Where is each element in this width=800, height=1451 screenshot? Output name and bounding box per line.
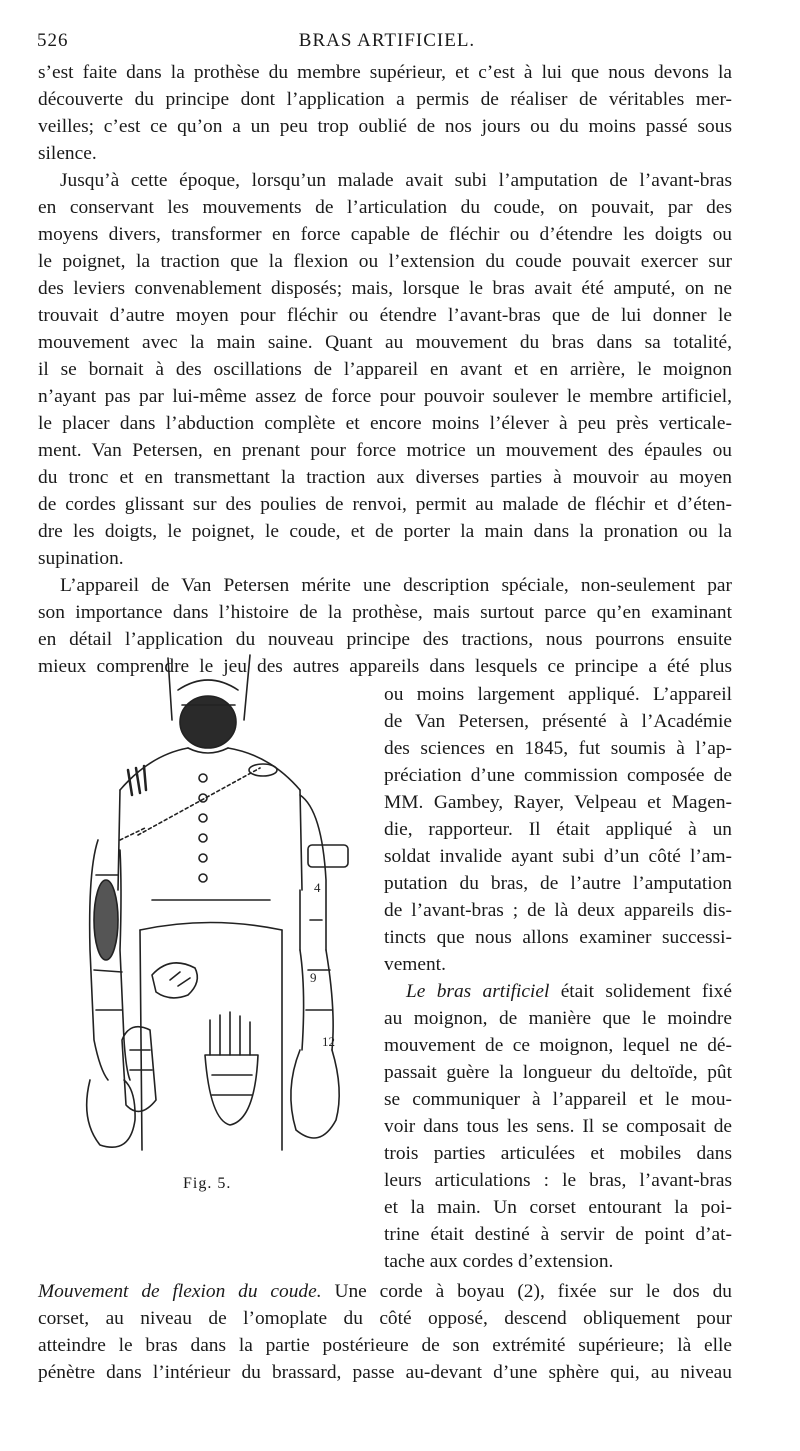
text-line: s’est faite dans la prothèse du membre supérieur, et c’est à lui que nous devons la: [38, 62, 732, 83]
side-text-line: vement.: [384, 954, 446, 975]
running-head: [37, 30, 737, 56]
side-text-line: et la main. Un corset entourant la poi-: [384, 1197, 732, 1218]
italic-lead: Mouvement de flexion du coude.: [38, 1281, 322, 1302]
side-text-line: leurs articulations : le bras, l’avant-bras: [384, 1170, 732, 1191]
figure-engraving: [60, 650, 370, 1158]
side-paragraph-start: [384, 980, 732, 1004]
text-line: corset, au niveau de l’omoplate du côté opposé, descend obliquement pour: [38, 1308, 732, 1329]
side-text-line: au moignon, de manière que le moindre: [384, 1008, 732, 1029]
side-text-line: mouvement de ce moignon, lequel ne dé-: [384, 1035, 732, 1056]
figure-label-9: 9: [310, 970, 317, 985]
figure-label-4: 4: [314, 880, 321, 895]
text-line: trouvait d’autre moyen pour fléchir ou étendre l’avant-bras que de lui donner le: [38, 305, 732, 326]
closing-paragraph-rest: Une corde à boyau (2), fixée sur le dos du: [321, 1281, 732, 1302]
text-line: mieux comprendre le jeu des autres appareils dans lesquels ce principe a été plus: [38, 656, 732, 677]
text-line: ment. Van Petersen, en prenant pour force motrice un mouvement des épaules ou: [38, 440, 732, 461]
page-number: 526: [37, 30, 69, 51]
text-line: en détail l’application du nouveau principe des tractions, nous pourrons ensuite: [38, 629, 732, 650]
side-text-line: ou moins largement appliqué. L’appareil: [384, 684, 732, 705]
text-line: pénètre dans l’intérieur du brassard, passe au-devant d’une sphère qui, au niveau: [38, 1362, 732, 1383]
text-line: L’appareil de Van Petersen mérite une description spéciale, non-seulement par: [60, 575, 732, 596]
text-line: n’ayant pas par lui-même assez de force pour pouvoir soulever le membre artificiel,: [38, 386, 732, 407]
side-text-line: voir dans tous les sens. Il se composait de: [384, 1116, 732, 1137]
text-line: moyens divers, transformer en force capable de fléchir ou d’étendre les doigts ou: [38, 224, 732, 245]
text-line: silence.: [38, 143, 97, 164]
prosthesis-illustration: [60, 650, 370, 1158]
text-line: Jusqu’à cette époque, lorsqu’un malade avait subi l’amputation de l’avant-bras: [60, 170, 732, 191]
text-line: le poignet, la traction que la flexion ou l’extension du coude pouvait exercer sur: [38, 251, 732, 272]
side-text-line: trois parties articulées et mobiles dans: [384, 1143, 732, 1164]
text-line: atteindre le bras dans la partie postérieure de son extrémité supérieure; là elle: [38, 1335, 732, 1356]
italic-lead: Le bras artificiel: [406, 981, 550, 1002]
text-line: du tronc et en transmettant la traction aux diverses parties à mouvoir au moyen: [38, 467, 732, 488]
figure-caption: Fig. 5.: [183, 1175, 232, 1192]
running-title: BRAS ARTIFICIEL.: [298, 30, 476, 51]
text-line: dre les doigts, le poignet, le coude, et de porter la main dans la pronation ou la: [38, 521, 732, 542]
figure-label-12: 12: [322, 1034, 335, 1049]
side-text-line: des sciences en 1845, fut soumis à l’ap-: [384, 738, 732, 759]
text-line: des leviers convenablement disposés; mais, lorsque le bras avait été amputé, on ne: [38, 278, 732, 299]
side-text-line: préciation d’une commission composée de: [384, 765, 732, 786]
side-text-line: soldat invalide ayant subi d’un côté l’am-: [384, 846, 732, 867]
text-line: veilles; c’est ce qu’on a un peu trop oublié de nos jours ou du moins passé sous: [38, 116, 732, 137]
side-text-line: se communiquer à l’appareil et le mou-: [384, 1089, 732, 1110]
text-line: en conservant les mouvements de l’articulation du coude, on pouvait, par des: [38, 197, 732, 218]
side-text-line: de l’avant-bras ; de là deux appareils dis-: [384, 900, 732, 921]
side-text-line: tincts que nous allons examiner successi-: [384, 927, 732, 948]
side-text-line: de Van Petersen, présenté à l’Académie: [384, 711, 732, 732]
text-line: le placer dans l’abduction complète et encore moins l’élever à peu près verticale-: [38, 413, 732, 434]
text-line: découverte du principe dont l’application a permis de réaliser de véritables mer-: [38, 89, 732, 110]
text-line: son importance dans l’histoire de la prothèse, mais surtout parce qu’en examinant: [38, 602, 732, 623]
text-line: de cordes glissant sur des poulies de renvoi, permit au malade de fléchir et d’éten-: [38, 494, 732, 515]
side-paragraph-rest: était solidement fixé: [549, 981, 732, 1002]
side-text-line: passait guère la longueur du deltoïde, pût: [384, 1062, 732, 1083]
text-line: il se bornait à des oscillations de l’appareil en avant et en arrière, le moignon: [38, 359, 732, 380]
side-text-line: MM. Gambey, Rayer, Velpeau et Magen-: [384, 792, 732, 813]
side-text-line: tache aux cordes d’extension.: [384, 1251, 614, 1272]
text-line: mouvement avec la main saine. Quant au mouvement du bras dans sa totalité,: [38, 332, 732, 353]
side-text-line: trine était destiné à servir de point d’at-: [384, 1224, 732, 1245]
side-text-line: putation du bras, de l’autre l’amputation: [384, 873, 732, 894]
text-line: supination.: [38, 548, 124, 569]
side-text-line: die, rapporteur. Il était appliqué à un: [384, 819, 732, 840]
closing-paragraph-start: [38, 1280, 732, 1304]
